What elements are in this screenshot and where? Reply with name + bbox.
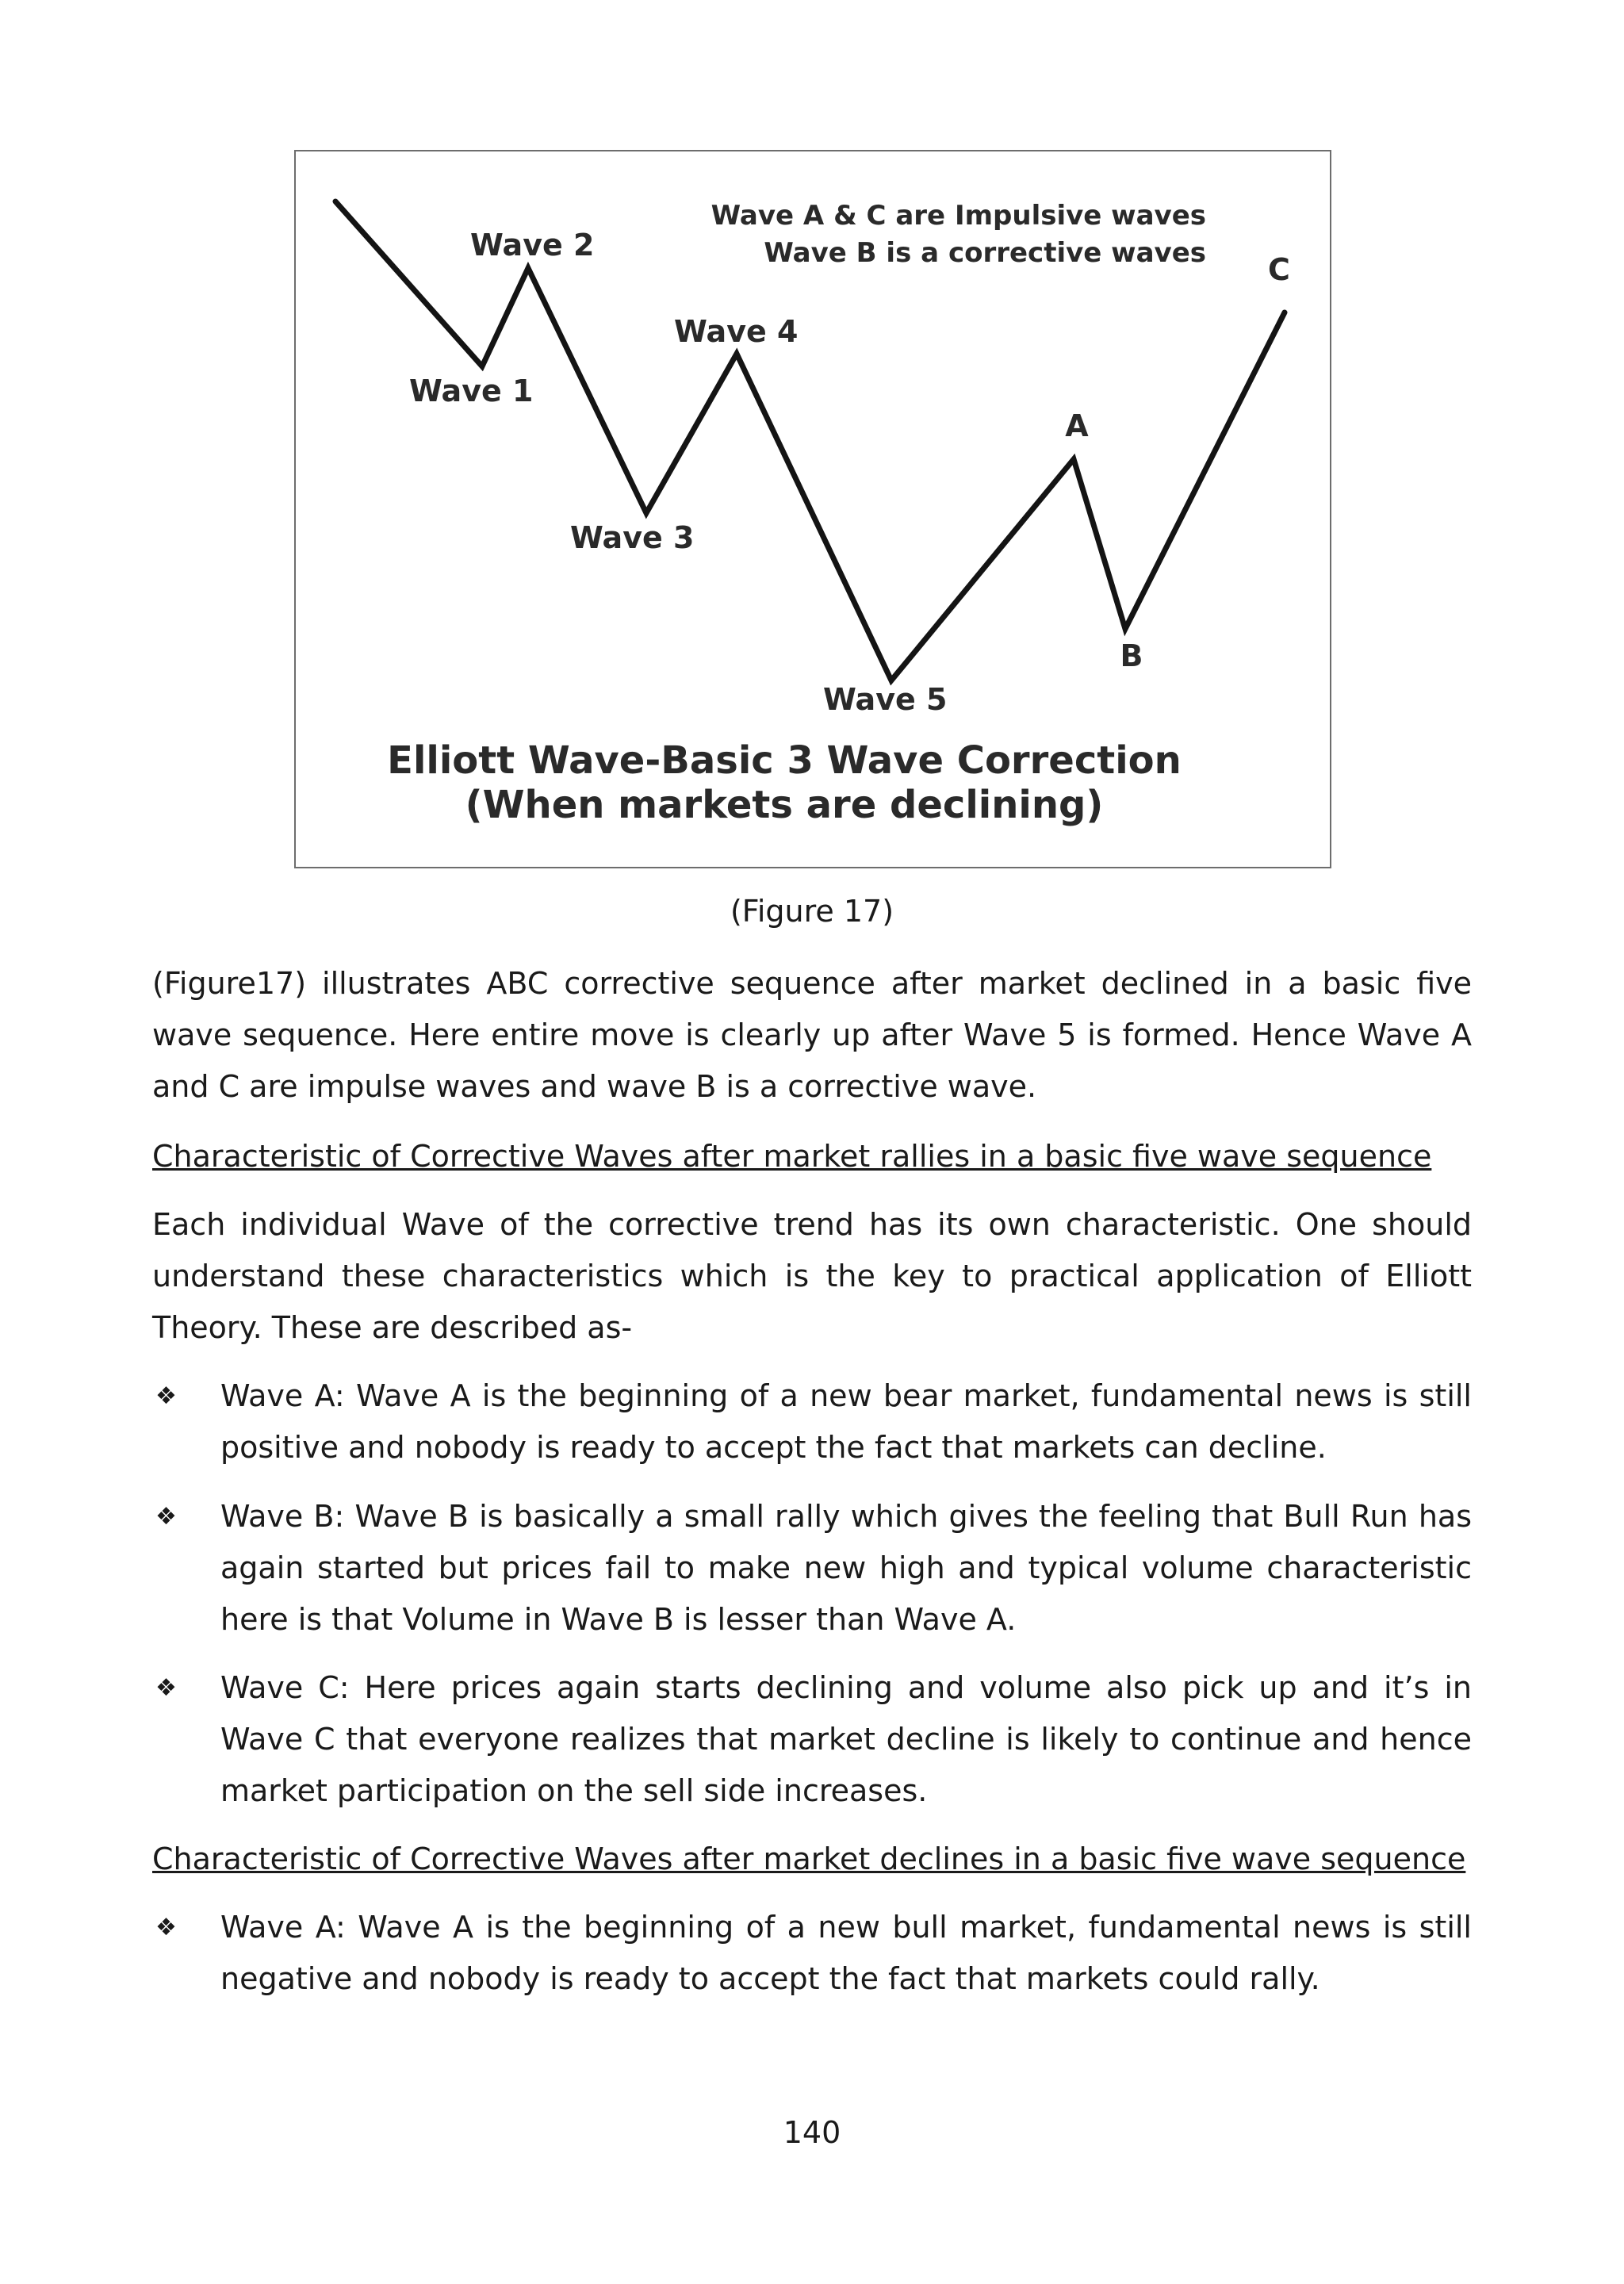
paragraph-characteristics: Each individual Wave of the corrective trend has its own characteristic. One should understand these characteristics which is the key to practical application of Elliott Theory. These are described as- bbox=[152, 1207, 1472, 1345]
list-item-text: Wave A: Wave A is the beginning of a new bear market, fundamental news is still positive and nobody is ready to accept the fact that markets can decline. bbox=[220, 1378, 1472, 1465]
label-wave-2: Wave 2 bbox=[470, 228, 595, 263]
paragraph-intro: (Figure17) illustrates ABC corrective sequence after market declined in a basic five wave sequence. Here entire move is clearly up after Wave 5 is formed. Hence Wave A and C are impulse waves and wave B is a corrective wave. bbox=[152, 966, 1472, 1104]
figure-caption: (Figure 17) bbox=[730, 894, 894, 929]
list-item-text: Wave C: Here prices again starts declining and volume also pick up and it’s in Wave C that everyone realizes that market decline is likely to continue and hence market participation on the sell side increases. bbox=[220, 1670, 1472, 1808]
list-item bbox=[152, 1491, 1472, 1646]
elliott-wave-diagram bbox=[296, 151, 1330, 867]
label-wave-4: Wave 4 bbox=[674, 314, 799, 349]
list-item-text: Wave B: Wave B is basically a small rally which gives the feeling that Bull Run has again started but prices fail to make new high and typical volume characteristic here is that Volume in Wave B is lesser than Wave A. bbox=[220, 1499, 1472, 1637]
bullet-icon: ❖ bbox=[155, 1382, 177, 1410]
bullet-icon: ❖ bbox=[155, 1503, 177, 1531]
section-heading-rallies: Characteristic of Corrective Waves after market rallies in a basic five wave sequence bbox=[152, 1139, 1432, 1174]
list-item-text: Wave A: Wave A is the beginning of a new bull market, fundamental news is still negative and nobody is ready to accept the fact that markets could rally. bbox=[220, 1910, 1472, 1996]
bullet-icon: ❖ bbox=[155, 1914, 177, 1941]
label-b: B bbox=[1120, 638, 1143, 673]
figure-title-line-1: Elliott Wave-Basic 3 Wave Correction bbox=[387, 738, 1182, 783]
page-number: 140 bbox=[783, 2115, 841, 2150]
label-c: C bbox=[1268, 252, 1290, 287]
label-wave-1: Wave 1 bbox=[409, 374, 534, 408]
section-heading-declines: Characteristic of Corrective Waves after market declines in a basic five wave sequence bbox=[152, 1841, 1466, 1876]
label-wave-5: Wave 5 bbox=[823, 682, 948, 717]
figure-title-line-2: (When markets are declining) bbox=[465, 783, 1104, 827]
note-line-2: Wave B is a corrective waves bbox=[764, 237, 1206, 269]
label-wave-3: Wave 3 bbox=[570, 520, 695, 555]
list-item bbox=[152, 1662, 1472, 1817]
bullet-icon: ❖ bbox=[155, 1674, 177, 1702]
list-item bbox=[152, 1370, 1472, 1473]
note-line-1: Wave A & C are Impulsive waves bbox=[710, 200, 1206, 232]
elliott-wave-figure bbox=[294, 150, 1331, 868]
wave-path bbox=[335, 201, 1285, 680]
label-a: A bbox=[1065, 408, 1089, 443]
list-item bbox=[152, 1902, 1472, 2005]
